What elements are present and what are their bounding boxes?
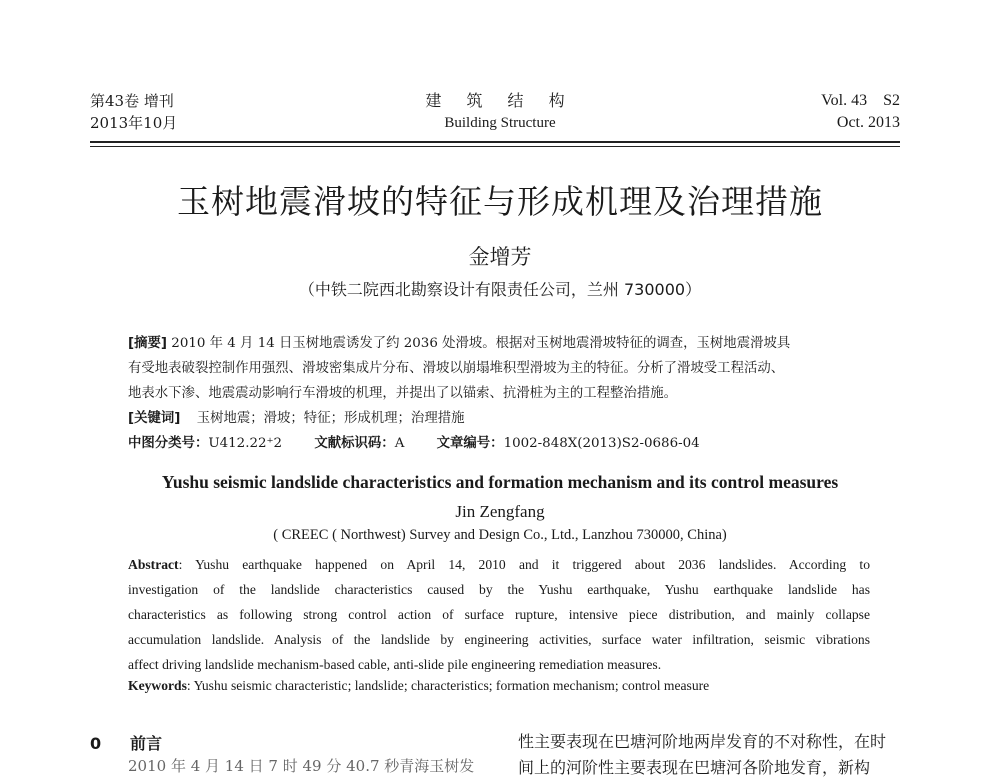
clc-value: U412.22⁺2 [208, 436, 283, 451]
abstract-label-en: Abstract [128, 557, 179, 572]
journal-name-cn: 建 筑 结 构 [425, 91, 575, 110]
journal-header-right [821, 90, 900, 134]
article-no-value: 1002-848X(2013)S2-0686-04 [503, 436, 700, 451]
header-rule-thin [90, 146, 900, 147]
abstract-cn-line-3: 地表水下渗、地震震动影响行车滑坡的机理，并提出了以锚索、抗滑桩为主的工程整治措施。 [128, 386, 678, 401]
body-right-line-2: 间上的河阶性主要表现在巴塘河各阶地发育，新构 [518, 758, 871, 777]
article-no-label: 文章编号： [436, 436, 504, 451]
paper-title-en: Yushu seismic landslide characteristics and formation mechanism and its control measures [161, 472, 839, 492]
abstract-en-line-3: characteristics as following strong control action of surface rupture, intensive piece distribution, and mainly collapse [128, 607, 870, 622]
section-number: 0 [90, 734, 102, 753]
clc-label: 中图分类号： [128, 436, 209, 451]
abstract-cn-line-1 [128, 331, 878, 356]
abstract-cn-line-2: 有受地表破裂控制作用强烈、滑坡密集成片分布、滑坡以崩塌堆积型滑坡为主的特征。分析了滑坡受工程活动、 [128, 361, 785, 376]
article-no-field [437, 436, 700, 451]
journal-header-center [400, 90, 600, 134]
affiliation-cn: （中铁二院西北勘察设计有限责任公司，兰州 730000） [298, 280, 702, 299]
author-en: Jin Zengfang [455, 502, 545, 521]
abstract-en-line-4: accumulation landslide. Analysis of the landslide by engineering activities, surface water infiltration, seismic vibrations [128, 632, 870, 647]
author-cn: 金增芳 [468, 245, 532, 269]
abstract-cn [128, 331, 878, 456]
keywords-en-line [128, 678, 888, 694]
header-rule-thick [90, 141, 900, 143]
body-right-line-1: 性主要表现在巴塘河阶地两岸发育的不对称性，在时 [518, 732, 887, 751]
clc-field [128, 436, 282, 451]
body-left-partial-line: 2010 年 4 月 14 日 7 时 49 分 40.7 秒青海玉树发 [128, 757, 475, 775]
publication-date-en: Oct. 2013 [836, 114, 900, 131]
journal-header-left [90, 90, 177, 134]
doc-code-value: A [394, 436, 405, 451]
abstract-cn-text: 2010 年 4 月 14 日玉树地震诱发了约 2036 处滑坡。根据对玉树地震滑坡特征的调查，玉树地震滑坡具 [171, 336, 791, 351]
doc-code-field [314, 436, 404, 451]
keywords-label-en: Keywords [128, 678, 187, 693]
abstract-en-line-5: affect driving landslide mechanism-based cable, anti-slide pile engineering remediation measures. [128, 657, 662, 672]
paper-title-cn: 玉树地震滑坡的特征与形成机理及治理措施 [177, 182, 823, 221]
keywords-cn: 玉树地震；滑坡；特征；形成机理；治理措施 [196, 411, 465, 426]
affiliation-en: ( CREEC ( Northwest) Survey and Design Co., Ltd., Lanzhou 730000, China) [273, 527, 727, 543]
abstract-label-cn: [摘要] [128, 336, 168, 351]
section-heading [90, 731, 162, 754]
abstract-en [128, 552, 870, 677]
doc-code-label: 文献标识码： [314, 436, 395, 451]
journal-name-en: Building Structure [444, 115, 556, 131]
abstract-en-text: : Yushu earthquake happened on April 14, 2010 and it triggered about 2036 landslides. According to [178, 557, 870, 572]
body-right-column [518, 729, 903, 781]
keywords-cn-line [128, 406, 878, 431]
abstract-en-line-1 [128, 552, 870, 577]
volume-issue-cn: 第43卷 增刊 [90, 92, 174, 110]
keywords-label-cn: [关键词] [128, 411, 181, 426]
abstract-en-line-2: investigation of the landslide characteristics caused by the Yushu earthquake, Yushu earthquake landslide has [128, 582, 870, 597]
keywords-en: : Yushu seismic characteristic; landslide; characteristics; formation mechanism; control measure [186, 678, 710, 693]
classification-line [128, 431, 878, 456]
section-title: 前言 [130, 734, 163, 753]
publication-date-cn: 2013年10月 [90, 114, 178, 132]
volume-issue-en: Vol. 43 S2 [821, 92, 900, 109]
